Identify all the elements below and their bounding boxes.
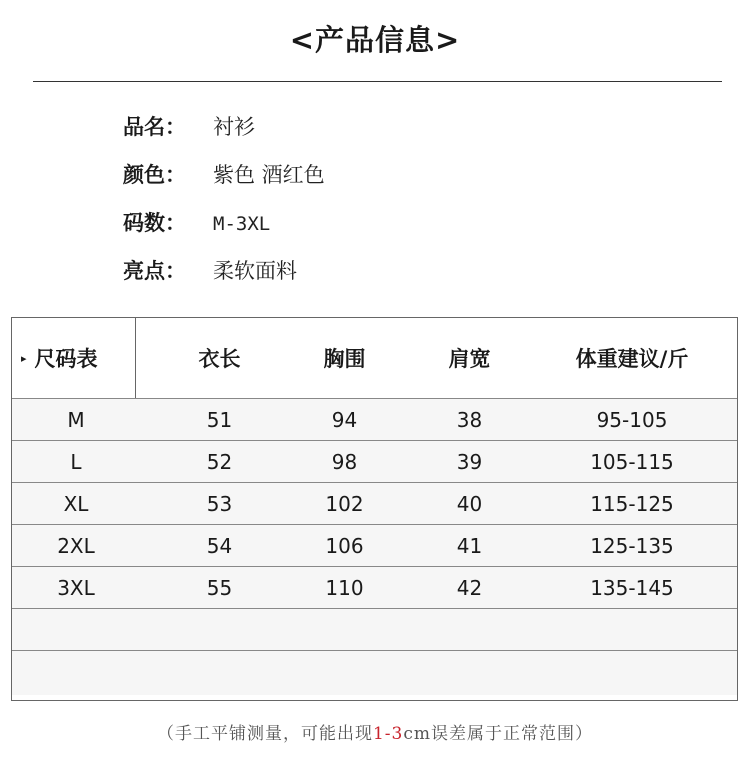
info-key: 颜色： [123, 163, 186, 187]
table-cell: 106 [325, 533, 364, 558]
table-cell: XL [63, 491, 89, 516]
table-cell: 42 [456, 575, 483, 600]
table-row [12, 524, 737, 566]
measurement-note [0, 719, 750, 744]
table-cell: 125-135 [590, 533, 674, 558]
info-row-name [123, 112, 255, 142]
table-cell [282, 609, 407, 650]
table-cell: L [70, 449, 82, 474]
table-cell: 2XL [57, 533, 95, 558]
info-row-size [123, 208, 270, 238]
table-header-row [12, 318, 737, 398]
note-suffix: cm误差属于正常范围） [403, 724, 594, 744]
table-cell: 52 [206, 449, 233, 474]
column-header: 衣长 [198, 347, 241, 371]
size-header-cell [12, 318, 136, 398]
info-row-highlight [123, 256, 297, 286]
info-row-color [123, 160, 325, 190]
info-value: 紫色 酒红色 [213, 163, 325, 187]
info-key: 码数： [123, 211, 186, 235]
table-cell [12, 609, 140, 650]
table-cell: 38 [456, 407, 483, 432]
table-cell: 41 [456, 533, 483, 558]
table-cell: 53 [206, 491, 233, 516]
table-row [12, 608, 737, 650]
table-cell: 102 [325, 491, 364, 516]
table-cell: 98 [331, 449, 358, 474]
column-header: 体重建议/斤 [575, 347, 689, 371]
table-cell: 110 [325, 575, 364, 600]
table-cell: 51 [206, 407, 233, 432]
table-cell [407, 609, 532, 650]
table-cell: 40 [456, 491, 483, 516]
column-header: 肩宽 [448, 347, 491, 371]
table-cell: 55 [206, 575, 233, 600]
note-prefix: （手工平铺测量，可能出现 [156, 724, 373, 744]
info-value: 衬衫 [213, 115, 255, 139]
table-cell: 135-145 [590, 575, 674, 600]
table-row [12, 482, 737, 524]
table-row [12, 398, 737, 440]
table-cell: 3XL [57, 575, 95, 600]
info-value: 柔软面料 [213, 259, 297, 283]
table-row [12, 566, 737, 608]
column-header: 尺码表 [34, 347, 98, 371]
table-cell: 115-125 [590, 491, 674, 516]
table-row [12, 440, 737, 482]
table-cell: 95-105 [596, 407, 668, 432]
table-cell [532, 651, 732, 695]
table-cell: 94 [331, 407, 358, 432]
table-cell: 39 [456, 449, 483, 474]
table-cell: 105-115 [590, 449, 674, 474]
table-cell [12, 651, 140, 695]
table-cell [407, 651, 532, 695]
page-title: <产品信息> [289, 23, 461, 57]
table-cell [532, 609, 732, 650]
table-cell: M [67, 407, 85, 432]
info-key: 品名： [123, 115, 186, 139]
table-cell [157, 609, 282, 650]
info-key: 亮点： [123, 259, 186, 283]
table-cell [157, 651, 282, 695]
note-highlight: 1-3 [372, 724, 404, 744]
table-row [12, 650, 737, 695]
size-table [11, 317, 738, 701]
table-cell [282, 651, 407, 695]
info-value: M-3XL [213, 213, 271, 235]
title-divider [33, 81, 722, 82]
column-header: 胸围 [323, 347, 366, 371]
triangle-marker-icon: ▸ [21, 351, 27, 365]
table-cell: 54 [206, 533, 233, 558]
